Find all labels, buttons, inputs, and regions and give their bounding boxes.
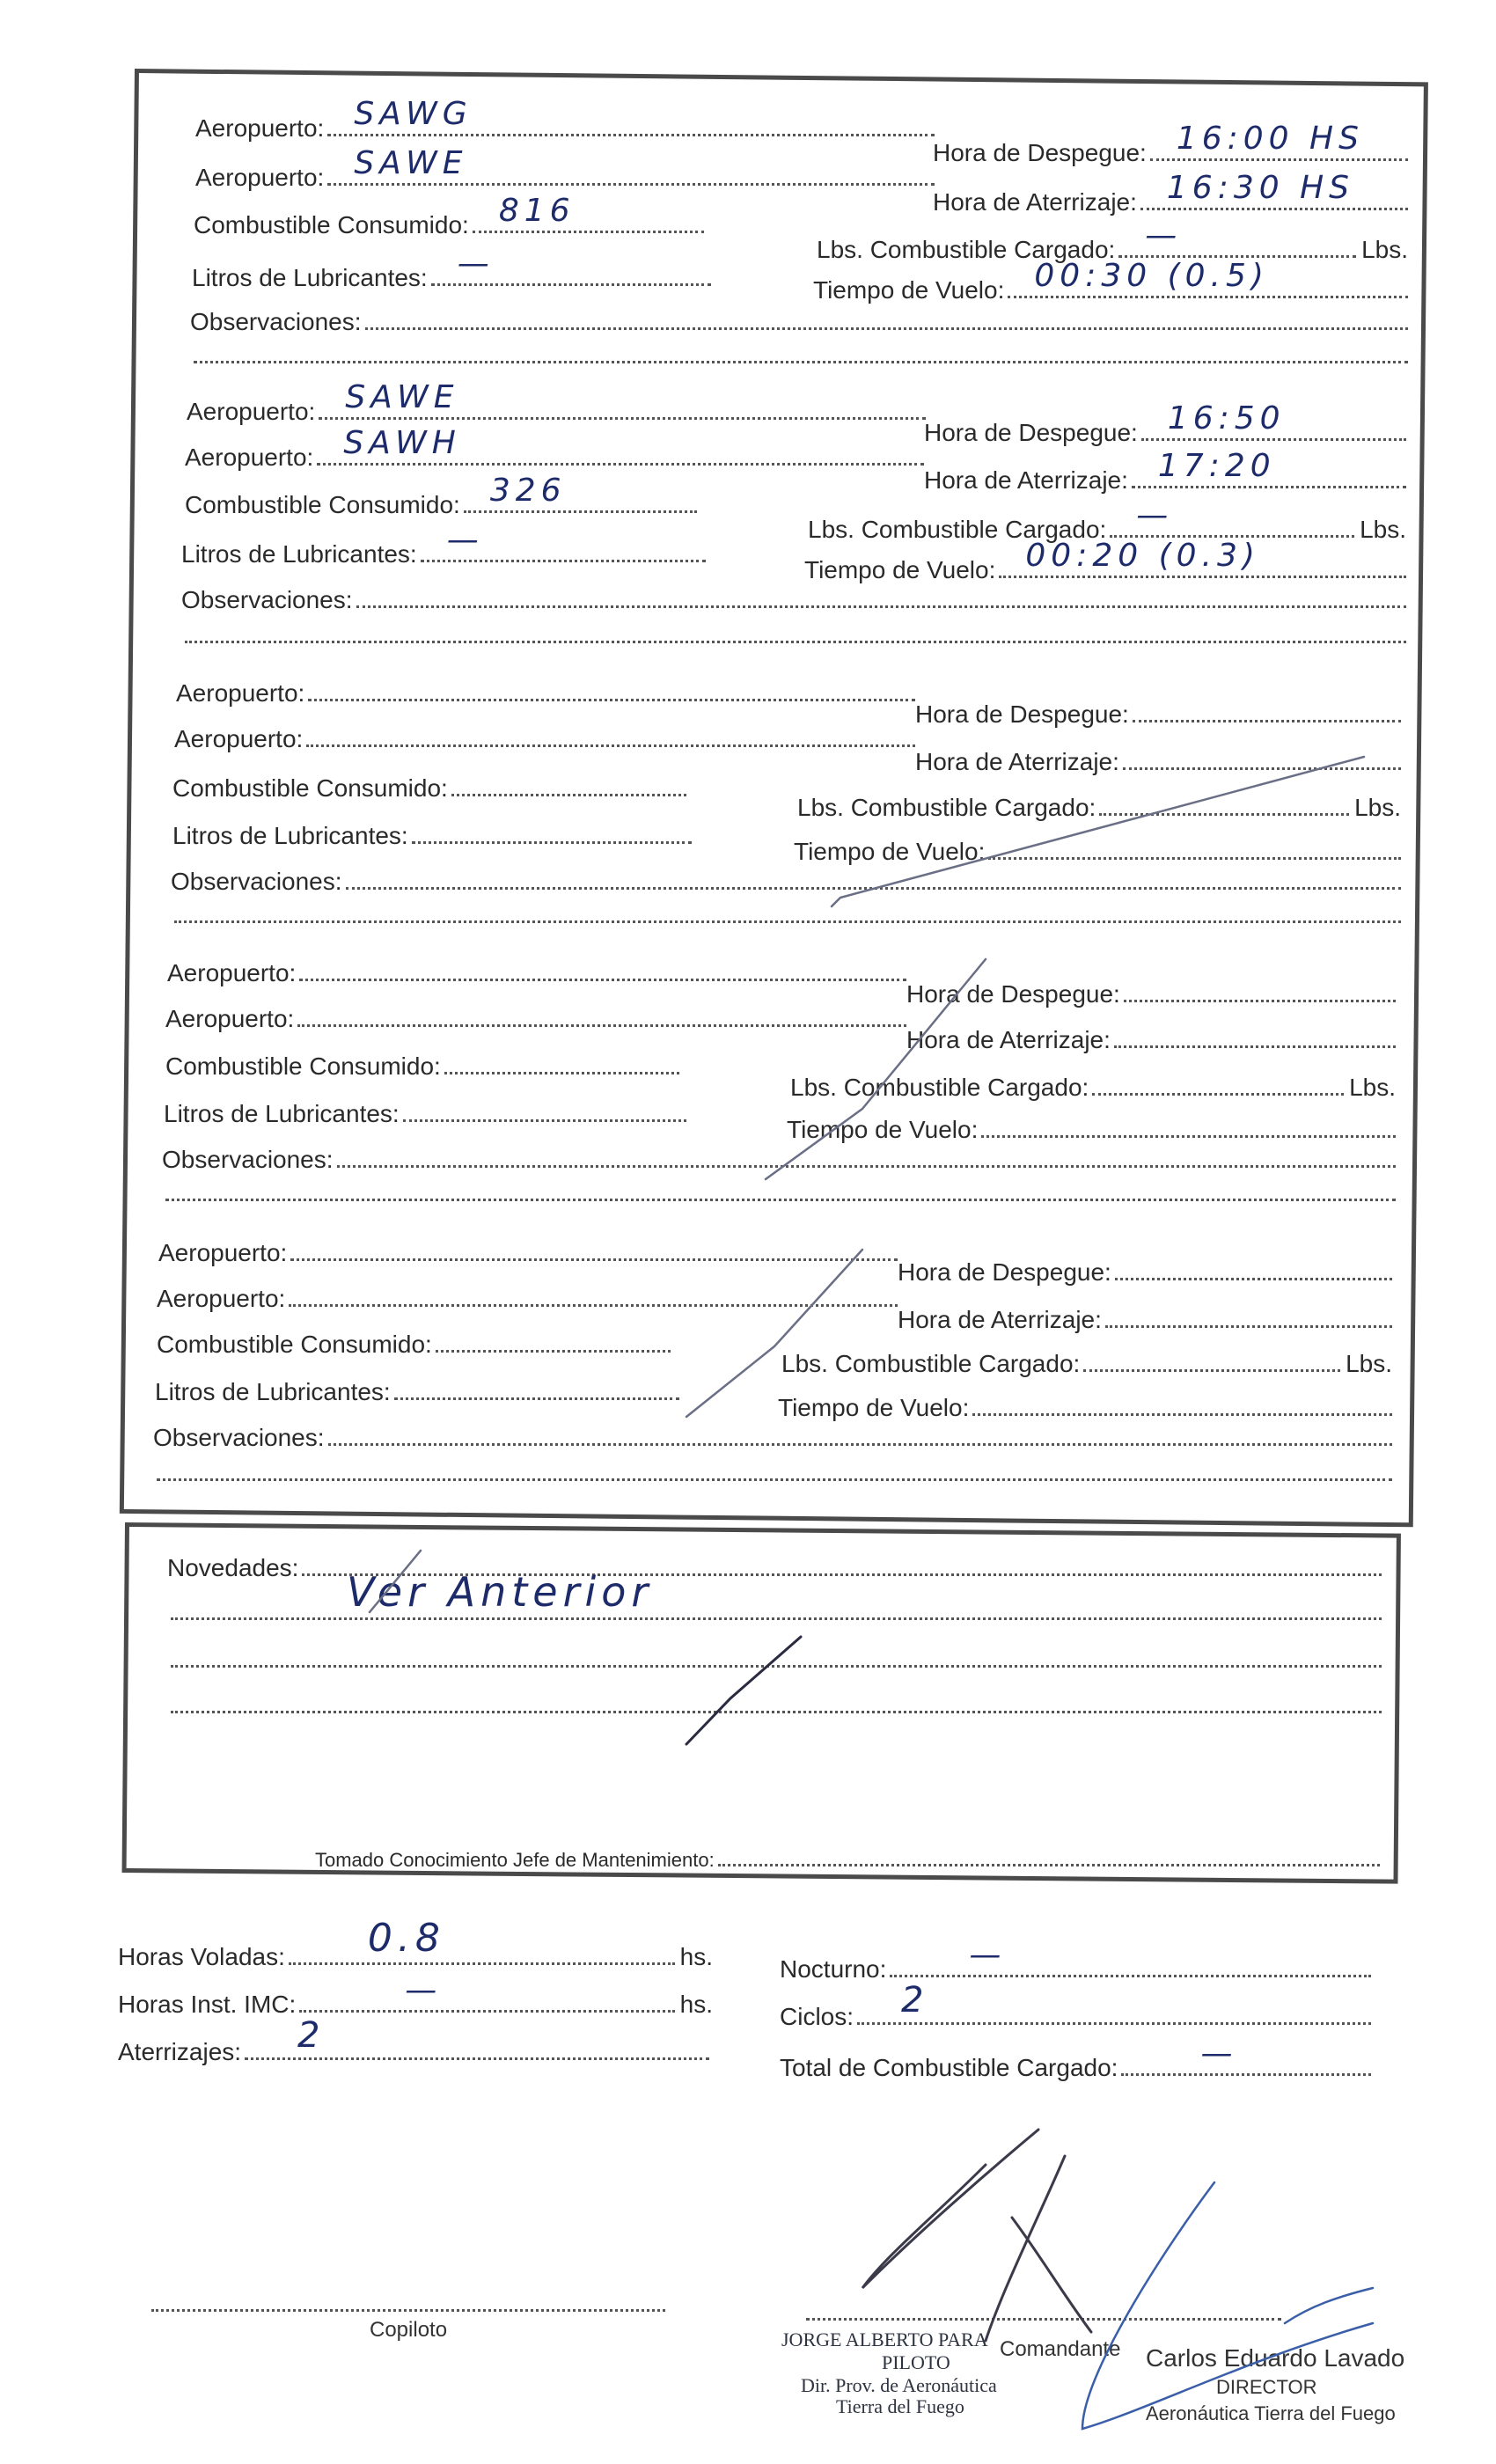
- fuel-consumed-value: 326: [489, 473, 567, 509]
- pilot-stamp-org-1: Dir. Prov. de Aeronáutica: [801, 2374, 997, 2396]
- night-value: —: [969, 1937, 1007, 1973]
- flight-time-field[interactable]: Tiempo de Vuelo: 00:30 (0.5): [813, 276, 1408, 304]
- night-field[interactable]: Nocturno: —: [780, 1955, 1371, 1984]
- flight-time-field[interactable]: Tiempo de Vuelo:: [794, 838, 1401, 866]
- airport-to-value: SAWH: [343, 425, 461, 461]
- copilot-label: Copiloto: [370, 2318, 448, 2342]
- landing-value: 16:30 HS: [1166, 170, 1355, 206]
- pilot-stamp-org-2: Tierra del Fuego: [836, 2395, 964, 2417]
- takeoff-field[interactable]: Hora de Despegue:: [915, 700, 1401, 729]
- fuel-consumed-field[interactable]: Combustible Consumido: 326: [185, 491, 697, 519]
- airport-to-field[interactable]: Aeropuerto:: [174, 725, 915, 753]
- fuel-consumed-field[interactable]: Combustible Consumido:: [165, 1052, 679, 1081]
- maintenance-field[interactable]: Tomado Conocimiento Jefe de Mantenimiento:: [315, 1844, 1380, 1872]
- commander-label: Comandante: [1000, 2337, 1121, 2361]
- fuel-loaded-field[interactable]: Lbs. Combustible Cargado: Lbs.: [797, 794, 1401, 821]
- observations-line-2: [153, 1459, 1392, 1481]
- flight-time-field[interactable]: Tiempo de Vuelo:: [787, 1116, 1396, 1144]
- pilot-signature: [862, 2130, 1091, 2341]
- commander-signature-line[interactable]: [806, 2318, 1281, 2321]
- news-field[interactable]: Novedades:: [167, 1554, 1382, 1582]
- total-fuel-field[interactable]: Total de Combustible Cargado: —: [780, 2054, 1371, 2082]
- fuel-loaded-field[interactable]: Lbs. Combustible Cargado: Lbs.: [781, 1350, 1392, 1377]
- observations-field[interactable]: Observaciones:: [190, 308, 1408, 336]
- fuel-consumed-field[interactable]: Combustible Consumido:: [157, 1331, 671, 1359]
- news-line-1[interactable]: [167, 1568, 1382, 1620]
- airport-from-field[interactable]: Aeropuerto:: [158, 1239, 898, 1267]
- observations-line-2: [162, 1179, 1396, 1201]
- fuel-loaded-field[interactable]: Lbs. Combustible Cargado: — Lbs.: [808, 497, 1406, 543]
- landing-field[interactable]: Hora de Aterrizaje: 16:30 HS: [933, 188, 1408, 216]
- airport-to-field[interactable]: Aeropuerto: SAWH: [185, 444, 924, 472]
- landing-value: 17:20: [1157, 448, 1276, 484]
- pilot-stamp-name: JORGE ALBERTO PARA: [781, 2328, 988, 2350]
- fuel-consumed-field[interactable]: Combustible Consumido: 816: [194, 211, 704, 239]
- lubricants-field[interactable]: Litros de Lubricantes: —: [181, 540, 706, 568]
- landing-field[interactable]: Hora de Aterrizaje:: [915, 748, 1401, 776]
- landings-field[interactable]: Aterrizajes: 2: [118, 2038, 709, 2066]
- observations-field[interactable]: Observaciones:: [181, 586, 1406, 614]
- fuel-loaded-field[interactable]: Lbs. Combustible Cargado: — Lbs.: [817, 217, 1408, 263]
- lubricants-field[interactable]: Litros de Lubricantes:: [155, 1378, 679, 1406]
- lubricants-field[interactable]: Litros de Lubricantes:: [164, 1100, 686, 1128]
- fuel-consumed-field[interactable]: Combustible Consumido:: [172, 774, 686, 803]
- news-line-2: [167, 1646, 1382, 1668]
- copilot-signature-line[interactable]: [151, 2309, 665, 2312]
- fuel-loaded-field[interactable]: Lbs. Combustible Cargado: Lbs.: [790, 1074, 1396, 1101]
- airport-to-field[interactable]: Aeropuerto:: [157, 1285, 898, 1313]
- lubricants-field[interactable]: Litros de Lubricantes: —: [192, 264, 711, 292]
- total-fuel-value: —: [1200, 2035, 1238, 2072]
- flight-time-value: 00:30 (0.5): [1034, 258, 1269, 294]
- airport-to-field[interactable]: Aeropuerto:: [165, 1005, 906, 1033]
- airport-from-field[interactable]: Aeropuerto:: [176, 679, 915, 708]
- observations-field[interactable]: Observaciones:: [171, 868, 1401, 896]
- landing-field[interactable]: Hora de Aterrizaje:: [906, 1026, 1396, 1054]
- observations-line-2: [171, 901, 1401, 923]
- landings-value: 2: [297, 2015, 326, 2056]
- imc-hours-field[interactable]: Horas Inst. IMC: — hs.: [118, 1972, 713, 2018]
- observations-line-2: [190, 341, 1408, 363]
- airport-from-field[interactable]: Aeropuerto: SAWG: [195, 114, 935, 143]
- director-org: Aeronáutica Tierra del Fuego: [1146, 2402, 1396, 2424]
- airport-from-field[interactable]: Aeropuerto: SAWE: [187, 398, 926, 426]
- observations-field[interactable]: Observaciones:: [153, 1424, 1392, 1452]
- director-name: Carlos Eduardo Lavado: [1146, 2344, 1405, 2372]
- fuel-loaded-value: —: [1136, 497, 1174, 533]
- fuel-loaded-value: —: [1145, 217, 1183, 253]
- lubricants-value: —: [457, 246, 495, 282]
- takeoff-field[interactable]: Hora de Despegue:: [898, 1258, 1392, 1287]
- airport-to-value: SAWE: [354, 145, 468, 181]
- observations-field[interactable]: Observaciones:: [162, 1146, 1396, 1174]
- lubricants-field[interactable]: Litros de Lubricantes:: [172, 822, 692, 850]
- takeoff-field[interactable]: Hora de Despegue: 16:00 HS: [933, 139, 1408, 167]
- flight-time-value: 00:20 (0.3): [1025, 538, 1260, 574]
- airport-from-field[interactable]: Aeropuerto:: [167, 959, 906, 987]
- airport-from-value: SAWE: [345, 379, 459, 415]
- airport-from-value: SAWG: [354, 96, 473, 132]
- flight-time-field[interactable]: Tiempo de Vuelo:: [778, 1394, 1392, 1422]
- landing-field[interactable]: Hora de Aterrizaje:: [898, 1306, 1392, 1334]
- takeoff-field[interactable]: Hora de Despegue:: [906, 980, 1396, 1008]
- hours-flown-field[interactable]: Horas Voladas: 0.8 hs.: [118, 1916, 713, 1970]
- imc-value: —: [405, 1972, 443, 2008]
- takeoff-value: 16:50: [1167, 400, 1286, 436]
- landing-field[interactable]: Hora de Aterrizaje: 17:20: [924, 466, 1406, 495]
- cycles-field[interactable]: Ciclos: 2: [780, 2003, 1371, 2031]
- observations-line-2: [181, 621, 1406, 643]
- takeoff-field[interactable]: Hora de Despegue: 16:50: [924, 419, 1406, 447]
- lubricants-value: —: [446, 522, 484, 558]
- airport-to-field[interactable]: Aeropuerto: SAWE: [195, 164, 935, 192]
- hours-flown-value: 0.8: [367, 1916, 445, 1961]
- flight-time-field[interactable]: Tiempo de Vuelo: 00:20 (0.3): [804, 556, 1406, 584]
- news-line-3: [167, 1691, 1382, 1713]
- pilot-stamp-role: PILOTO: [882, 2351, 950, 2373]
- cycles-value: 2: [901, 1980, 929, 2020]
- news-text: Ver Anterior: [347, 1568, 654, 1616]
- fuel-consumed-value: 816: [498, 193, 576, 229]
- takeoff-value: 16:00 HS: [1176, 121, 1364, 157]
- director-role: DIRECTOR: [1216, 2376, 1317, 2398]
